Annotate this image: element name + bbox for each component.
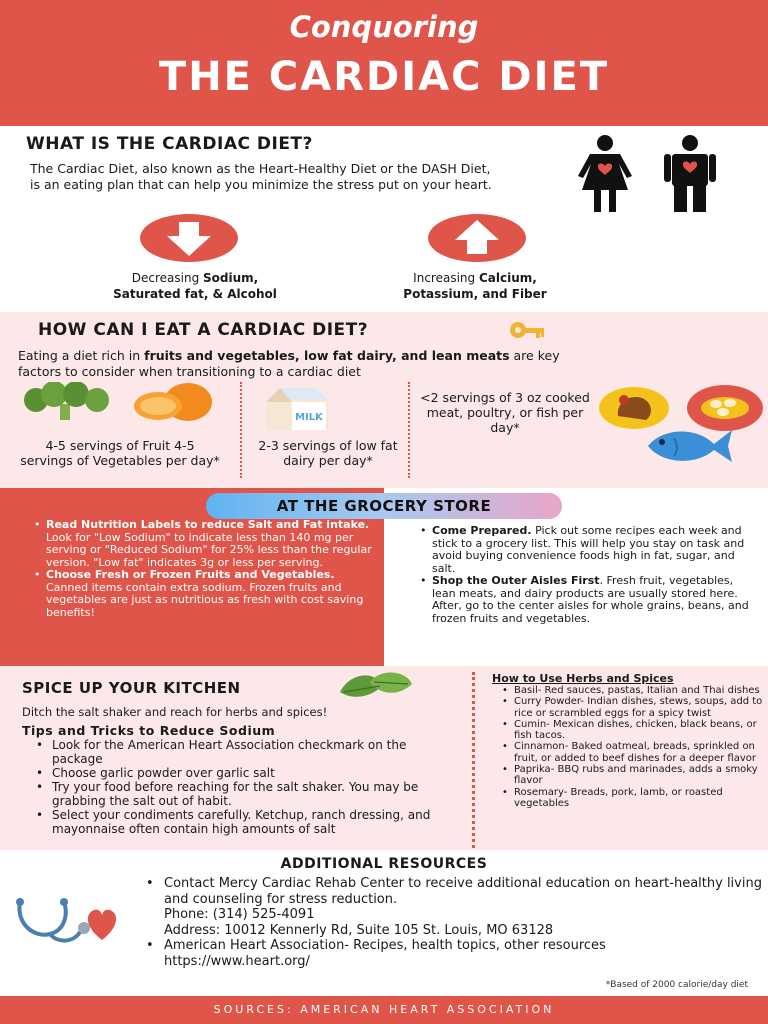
herbs-list [502,685,764,809]
list-item: • Cinnamon- Baked oatmeal, breads, sprinkled on fruit, or added to beef dishes for a deeper flavor [502,741,764,764]
arrow-down-icon [140,214,238,262]
list-item: • Basil- Red sauces, pastas, Italian and Thai dishes [502,685,764,696]
orange-icon [132,382,214,424]
list-item: • Shop the Outer Aisles First. Fresh fruit, vegetables, lean meats, and dairy products are usually stored here. After, go to the center aisles for whole grains, beans, and frozen fruits and vegetables. [420,575,760,625]
what-body: The Cardiac Diet, also known as the Heart-Healthy Diet or the DASH Diet, is an eating plan that can help you minimize the stress put on your heart. [30,161,492,192]
increase-caption: Increasing Calcium, Potassium, and Fiber [403,271,547,301]
tips-heading: Tips and Tricks to Reduce Sodium [22,723,276,738]
list-item: • Select your condiments carefully. Ketchup, ranch dressing, and mayonnaise often contain high amounts of salt [36,808,436,836]
list-item: • Contact Mercy Cardiac Rehab Center to receive additional education on heart-healthy living and counseling for stress reduction. Phone: (314) 525-4091 Address: 10012 Kennerly Rd, Suite 105 St. Louis, MO 63128 [146,876,766,938]
list-item: • Come Prepared. Pick out some recipes each week and stick to a grocery list. This will help you stay on task and avoid buying convenience foods high in fat, sugar, and salt. [420,525,760,575]
column-divider [408,382,410,478]
increase-arrow-badge [428,214,526,262]
what-is-section [0,126,768,312]
what-heading: WHAT IS THE CARDIAC DIET? [26,134,313,154]
list-item: • Curry Powder- Indian dishes, stews, soups, add to rice or scrambled eggs for a spicy twist [502,696,764,719]
how-intro: Eating a diet rich in fruits and vegetables, low fat dairy, and lean meats are key factors to consider when transitioning to a cardiac diet [18,348,560,379]
arrow-up-icon [428,214,526,262]
decrease-caption: Decreasing Sodium, Saturated fat, & Alcohol [113,271,277,301]
heart-org-link[interactable]: https://www.heart.org/ [164,953,310,969]
list-item: • Try your food before reaching for the salt shaker. You may be grabbing the salt out of habit. [36,780,436,808]
herbs-heading: How to Use Herbs and Spices [492,672,674,685]
address-text: Address: 10012 Kennerly Rd, Suite 105 St. Louis, MO 63128 [164,922,554,938]
stethoscope-icon [14,894,124,946]
list-item: • American Heart Association- Recipes, health topics, other resources https://www.heart.org/ [146,938,766,969]
spice-section [0,666,768,850]
decrease-arrow-badge [140,214,238,262]
grocery-heading: AT THE GROCERY STORE [206,493,562,519]
tips-list [36,738,436,836]
phone-text: Phone: (314) 525-4091 [164,907,315,922]
title-top: Conquoring [289,10,479,44]
sources-footer: SOURCES: AMERICAN HEART ASSOCIATION [0,996,768,1024]
list-item: • Choose Fresh or Frozen Fruits and Vegetables. Canned items contain extra sodium. Frozen fruits and vegetables are just as nutritious as fresh with cost saving benefits! [34,569,374,619]
column-divider [240,382,242,478]
list-item: • Rosemary- Breads, pork, lamb, or roasted vegetables [502,787,764,810]
grocery-right-list [420,525,760,625]
resources-section [0,850,768,996]
dairy-servings: 2-3 servings of low fat dairy per day* [258,438,398,468]
spice-subtext: Ditch the salt shaker and reach for herbs and spices! [22,705,328,719]
header-banner [0,0,768,126]
how-heading: HOW CAN I EAT A CARDIAC DIET? [38,320,369,340]
herb-leaves-icon [336,668,416,704]
woman-icon [570,134,640,214]
broccoli-icon [22,382,114,422]
list-item: • Paprika- BBQ rubs and marinades, adds a smoky flavor [502,764,764,787]
footnote: *Based of 2000 calorie/day diet [605,980,748,990]
fruit-veg-servings: 4-5 servings of Fruit 4-5 servings of Vegetables per day* [20,438,220,468]
page-title: THE CARDIAC DIET [158,54,610,100]
list-item: • Look for the American Heart Association checkmark on the package [36,738,436,766]
man-icon [658,134,722,214]
milk-carton-icon [262,384,330,432]
spice-heading: SPICE UP YOUR KITCHEN [22,679,241,697]
list-item: • Read Nutrition Labels to reduce Salt and Fat intake. Look for "Low Sodium" to indicate less than 140 mg per serving or "Reduced Sodium" for 25% less than the regular version. "Low fat" indicates 3g or less per serving. [34,519,374,569]
fish-icon [644,424,736,466]
resources-heading: ADDITIONAL RESOURCES [280,856,488,872]
column-divider [472,672,475,848]
resources-list [146,876,766,969]
how-section [0,312,768,488]
meat-servings: <2 servings of 3 oz cooked meat, poultry, or fish per day* [420,390,590,435]
grocery-section [0,488,768,666]
list-item: • Cumin- Mexican dishes, chicken, black beans, or fish tacos. [502,719,764,742]
grocery-left-list [34,519,374,619]
list-item: • Choose garlic powder over garlic salt [36,766,436,780]
milk-label: MILK [295,412,323,423]
key-icon [508,318,548,346]
